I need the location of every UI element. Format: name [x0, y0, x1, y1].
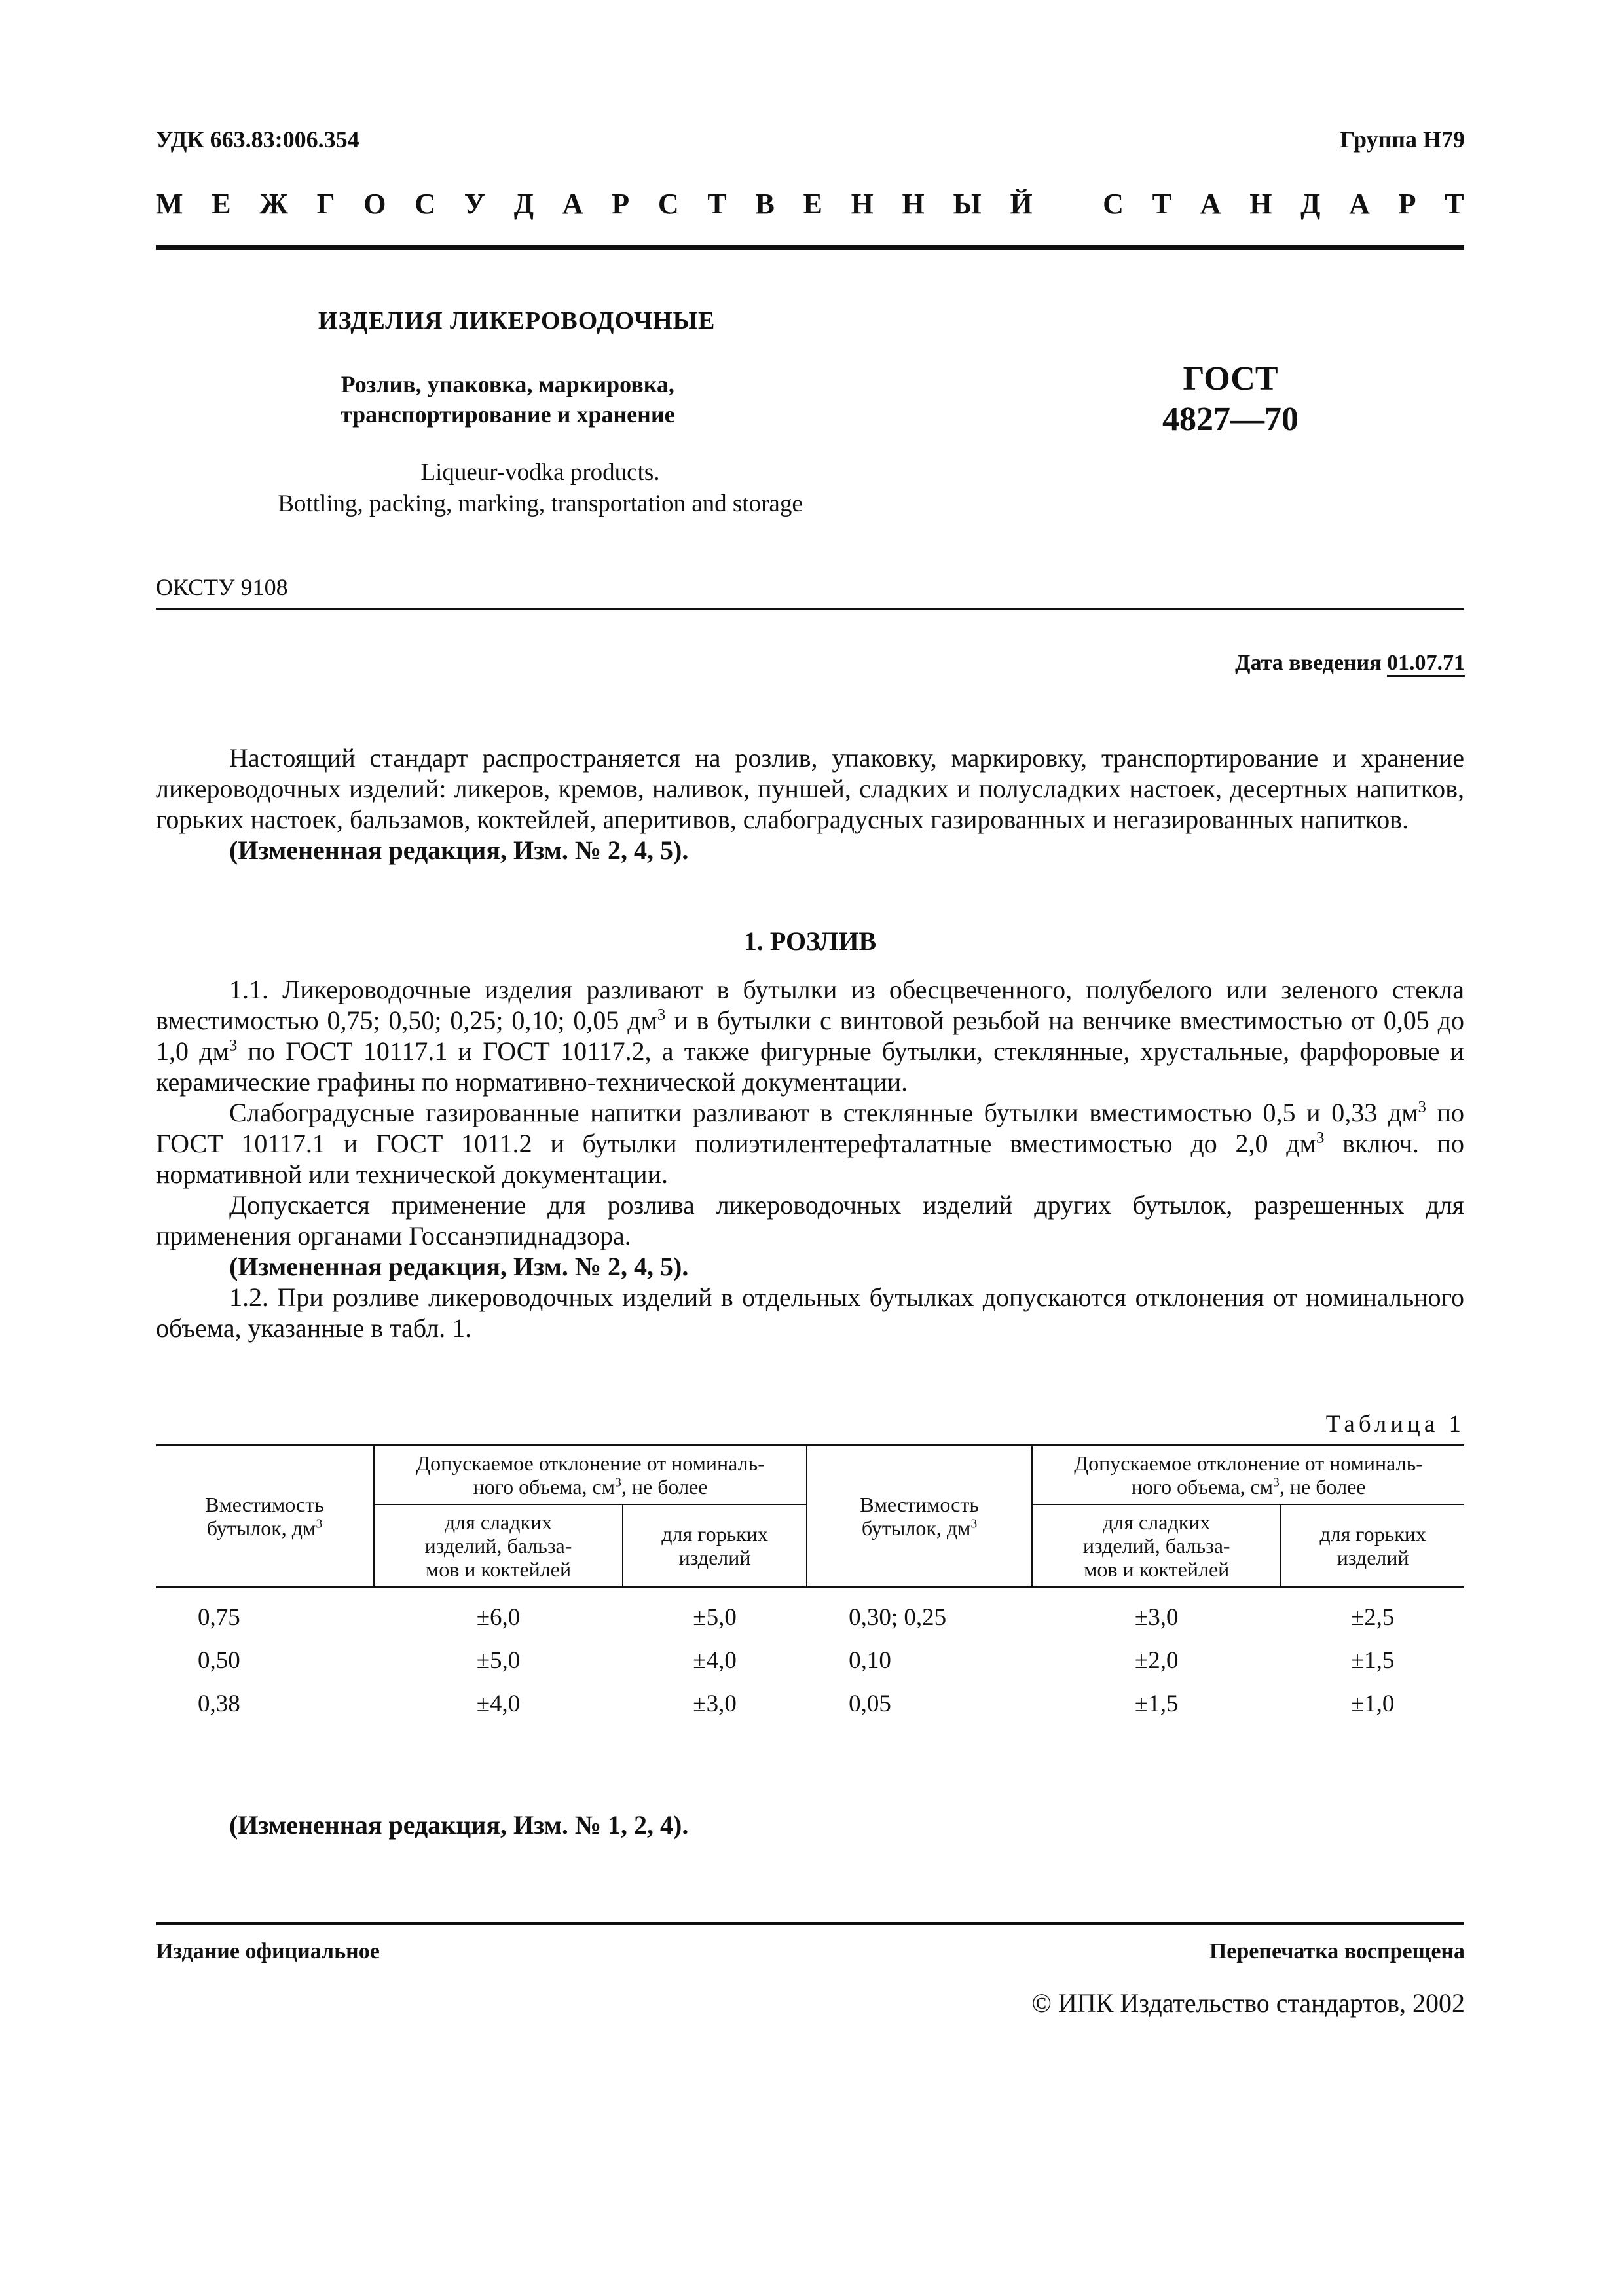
heading-letter: А — [562, 188, 583, 220]
heading-letter: М — [156, 188, 183, 220]
heading-letter: Ж — [259, 188, 288, 220]
clause-1-1-low-alcohol: Слабоградусные газированные напитки разливают в стеклянные бутылки вместимостью 0,5 и 0,33 $дм^3$ по ГОСТ 10117.1 и ГОСТ 1011.2 и бутылки полиэтилентерефталатные вместимостью до 2,0 $дм^3$ включ. по нормативной или технической документации. — [156, 1098, 1465, 1189]
header-capacity: Вместимость бутылок, $дм^3$ — [156, 1446, 374, 1588]
table-cell: 0,05 — [849, 1690, 891, 1717]
table-cell: ±4,0 — [476, 1690, 521, 1717]
heading-letter: Н — [1249, 188, 1272, 220]
group-code: Группа Н79 — [1340, 126, 1465, 153]
section-1-title: 1. РОЗЛИВ — [743, 926, 877, 956]
intro-text: Настоящий стандарт распространяется на розлив, упаковку, маркировку, транспортирование и хранение ликероводочных изделий: ликеров, кремов, наливок, пуншей, сладких и полусладких настоек, десертных напитков, горьких настоек, бальзамов, коктейлей, аперитивов, слабоградусных газированных и негазированных напитков. — [156, 743, 1464, 834]
table-cell: ±3,0 — [693, 1690, 737, 1717]
table-cell: ±5,0 — [476, 1647, 521, 1674]
intro-paragraph — [156, 742, 1464, 866]
heading-letter: Й — [1010, 188, 1033, 220]
table-cell: 0,30; 0,25 — [849, 1604, 947, 1631]
heading-letter: Ы — [953, 188, 982, 220]
subtitle-line-2: транспортирование и хранение — [341, 401, 675, 428]
table-cell: ±1,0 — [1350, 1690, 1395, 1717]
copyright: © ИПК Издательство стандартов, 2002 — [1031, 1988, 1465, 2018]
heading-letter: А — [1349, 188, 1370, 220]
table-cell: ±4,0 — [693, 1647, 737, 1674]
table-cell: ±3,0 — [1134, 1604, 1179, 1631]
footer-rule — [156, 1922, 1464, 1925]
table-cell: ±6,0 — [476, 1604, 521, 1631]
header-deviation: Допускаемое отклонение от номиналь- ного объема, $см^3$, не более — [374, 1446, 807, 1505]
header-deviation-2: Допускаемое отклонение от номиналь- ного объема, $см^3$, не более — [1032, 1446, 1464, 1505]
table-cell: ±2,0 — [1134, 1647, 1179, 1674]
header-bitter: для горьких изделий — [623, 1504, 807, 1588]
header-rule — [156, 245, 1464, 250]
standard-type-heading — [156, 187, 1464, 221]
heading-letter: О — [363, 188, 386, 220]
header-sweet-2: для сладких изделий, бальза- мов и коктейлей — [1032, 1504, 1281, 1588]
gost-number — [1162, 359, 1299, 440]
subtitle-line-1: Розлив, упаковка, маркировка, — [341, 371, 674, 397]
english-title-line-1: Liqueur-vodka products. — [420, 459, 660, 486]
date-label: Дата введения — [1235, 651, 1382, 675]
section-1-body — [156, 974, 1464, 1343]
heading-letter: Д — [1300, 188, 1321, 220]
heading-letter: У — [464, 188, 486, 220]
heading-letter: А — [1200, 188, 1221, 220]
table-cell: ±5,0 — [693, 1604, 737, 1631]
heading-letter: Т — [1152, 188, 1171, 220]
clause-1-2: 1.2. При розливе ликероводочных изделий в отдельных бутылках допускаются отклонения от номинального объема, указанные в табл. 1. — [156, 1283, 1464, 1343]
table-row — [156, 1588, 1464, 1640]
clause-1-1: 1.1. Ликероводочные изделия разливают в бутылки из обесцвеченного, полубелого или зеленого стекла вместимостью 0,75; 0,50; 0,25; 0,10; 0,05 $дм^3$ и в бутылки с винтовой резьбой на венчике вместимостью от 0,05 до 1,0 $дм^3$ по ГОСТ 10117.1 и ГОСТ 10117.2, а также фигурные бутылки, стеклянные, хрустальные, фарфоровые и керамические графины по нормативно-технической документации. — [156, 975, 1464, 1097]
heading-letter: Н — [851, 188, 874, 220]
header-sweet: для сладких изделий, бальза- мов и коктейлей — [374, 1504, 623, 1588]
table-cell: 0,10 — [849, 1647, 891, 1674]
okstu-code: ОКСТУ 9108 — [156, 574, 288, 600]
table-cell: ±2,5 — [1350, 1604, 1395, 1631]
udk-code: УДК 663.83:006.354 — [156, 126, 359, 153]
date-value: 01.07.71 — [1387, 651, 1465, 675]
english-title-line-2: Bottling, packing, marking, transportation and storage — [278, 490, 803, 517]
heading-letter: С — [1103, 188, 1124, 220]
heading-letter: Р — [1398, 188, 1416, 220]
english-title — [242, 457, 838, 520]
heading-letter: Е — [803, 188, 822, 220]
header-bitter-2: для горьких изделий — [1281, 1504, 1464, 1588]
table-cell: 0,50 — [198, 1647, 240, 1674]
heading-letter: Е — [212, 188, 231, 220]
introduction-date — [1235, 651, 1465, 676]
intro-edit-note: (Измененная редакция, Изм. № 2, 4, 5). — [229, 835, 689, 865]
heading-letter — [1061, 187, 1074, 221]
document-subtitle — [341, 369, 675, 429]
document-title: ИЗДЕЛИЯ ЛИКЕРОВОДОЧНЫЕ — [318, 307, 716, 335]
heading-letter: С — [415, 188, 436, 220]
heading-letter: Т — [1445, 188, 1464, 220]
clause-1-1-other-bottles: Допускается применение для розлива ликероводочных изделий других бутылок, разрешенных для применения органами Госсанэпиднадзора. — [156, 1190, 1464, 1250]
heading-letter: Г — [316, 188, 335, 220]
heading-letter: С — [657, 188, 679, 220]
table-1 — [156, 1444, 1464, 1726]
table-cell: 0,38 — [198, 1690, 240, 1717]
official-edition: Издание официальное — [156, 1939, 380, 1963]
table-1-edit-note: (Измененная редакция, Изм. № 1, 2, 4). — [229, 1810, 689, 1840]
reprint-forbidden: Перепечатка воспрещена — [1209, 1939, 1465, 1963]
heading-letter: Д — [513, 188, 534, 220]
table-1-caption: Таблица 1 — [1325, 1411, 1465, 1438]
table-cell: ±1,5 — [1350, 1647, 1395, 1674]
heading-letter: В — [755, 188, 775, 220]
table-row — [156, 1639, 1464, 1683]
heading-letter: Р — [612, 188, 630, 220]
clause-1-1-edit-note: (Измененная редакция, Изм. № 2, 4, 5). — [229, 1252, 689, 1281]
table-cell: ±1,5 — [1134, 1690, 1179, 1717]
table-row — [156, 1683, 1464, 1726]
table-cell: 0,75 — [198, 1604, 240, 1631]
header-capacity-2: Вместимость бутылок, $дм^3$ — [807, 1446, 1032, 1588]
heading-letter: Т — [707, 188, 727, 220]
gost-label: ГОСТ — [1183, 360, 1278, 397]
okstu-rule — [156, 608, 1464, 610]
gost-code: 4827—70 — [1162, 401, 1299, 438]
heading-letter: Н — [902, 188, 925, 220]
